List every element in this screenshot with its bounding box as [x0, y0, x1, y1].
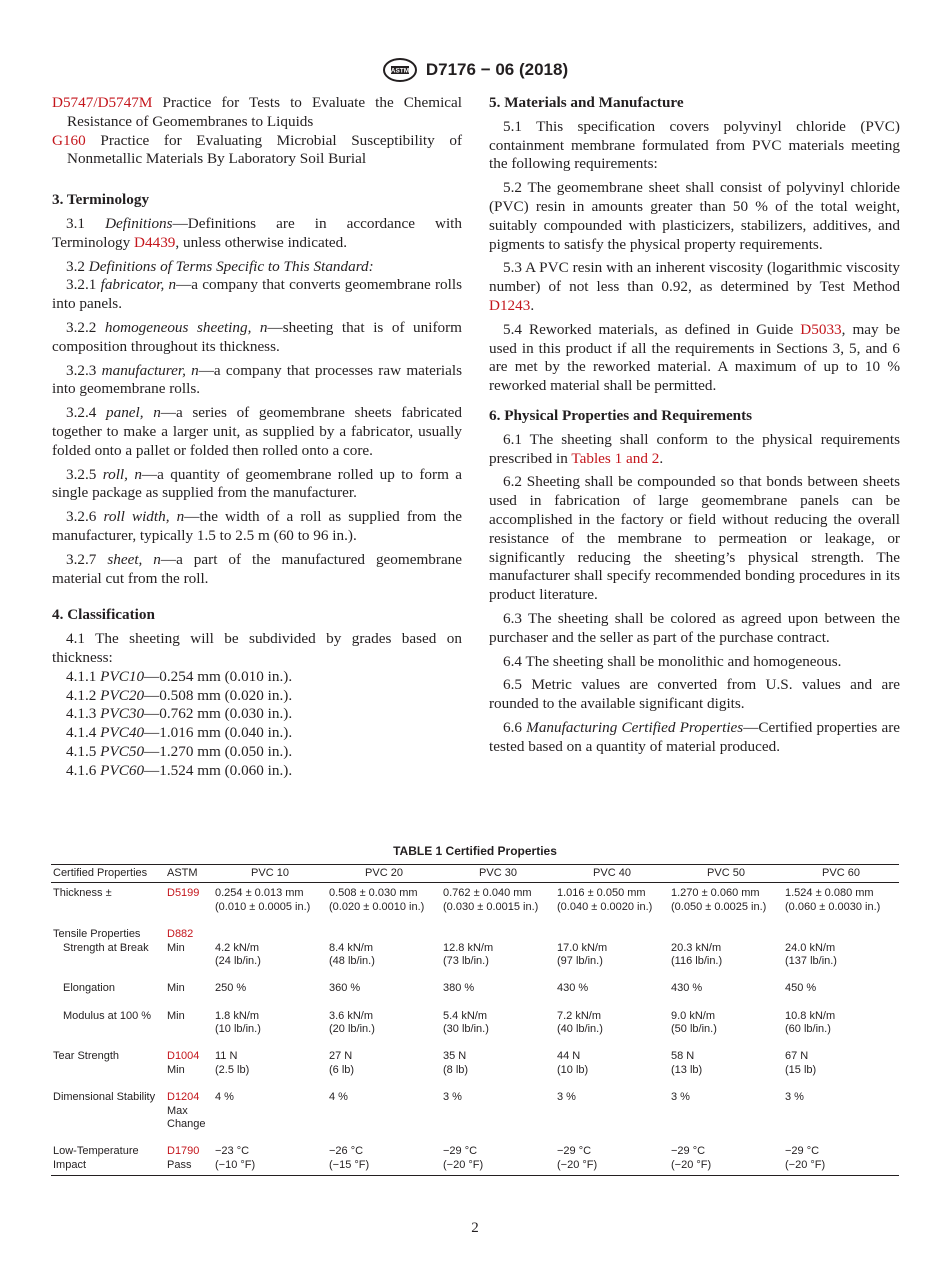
paragraph-4-1: 4.1 The sheeting will be subdivided by grades based on thickness:: [52, 630, 462, 666]
grade-item: 4.1.6 PVC60—1.524 mm (0.060 in.).: [66, 761, 293, 779]
reference-link[interactable]: G160: [52, 131, 86, 149]
certified-properties-table: [51, 864, 899, 1176]
section-heading: 6. Physical Properties and Requirements: [489, 406, 753, 424]
column-header: PVC 20: [327, 864, 441, 883]
table-title: TABLE 1 Certified Properties: [393, 844, 557, 858]
paragraph-6-3: 6.3 The sheeting shall be colored as agreed upon between the purchaser and the seller as part of the purchase contract.: [489, 609, 900, 646]
left-column: [52, 94, 462, 781]
grade-item: 4.1.1 PVC10—0.254 mm (0.010 in.).: [66, 667, 293, 685]
definition-item: 3.2.4 panel, n—a series of geomembrane sheets fabricated together to make a larger unit, as supplied by a fabricator, usually folded onto a pallet or folded then rolled onto a core.: [52, 404, 462, 459]
definition-item: 3.2.7 sheet, n—a part of the manufactured geomembrane material cut from the roll.: [52, 550, 462, 587]
table-row-tear: Tear Strength D1004 Min 11 N (2.5 lb) 27 N (6 lb) 35 N (8 lb) 44 N (10 lb) 58 N (13 lb) 67 N (15 lb): [53, 1050, 817, 1076]
astm-logo-icon: [382, 58, 418, 82]
reference-item: G160 Practice for Evaluating Microbial Susceptibility of Nonmetallic Materials By Laboratory Soil Burial: [52, 131, 463, 168]
column-header: PVC 30: [441, 864, 555, 883]
reference-item: D5747/D5747M Practice for Tests to Evaluate the Chemical Resistance of Geomembranes to Liquids: [52, 94, 462, 130]
paragraph-6-4: 6.4 The sheeting shall be monolithic and homogeneous.: [503, 652, 842, 670]
grade-item: 4.1.2 PVC20—0.508 mm (0.020 in.).: [66, 686, 293, 704]
paragraph-3-2: 3.2 Definitions of Terms Specific to This Standard:: [66, 257, 374, 275]
definition-item: 3.2.5 roll, n—a quantity of geomembrane rolled up to form a single package as supplied from the manufacturer.: [52, 465, 463, 502]
definition-item: 3.2.1 fabricator, n—a company that converts geomembrane rolls into panels.: [52, 276, 462, 313]
paragraph-5-4: 5.4 Reworked materials, as defined in Guide D5033, may be used in this product if all the requirements in Sections 3, 5, and 6 are met by the reworked material. A maximum of up to 10 % reworked material shall be permitted.: [489, 320, 901, 395]
section-heading: 3. Terminology: [52, 191, 150, 209]
definition-item: 3.2.3 manufacturer, n—a company that processes raw materials into geomembrane rolls.: [52, 361, 462, 398]
section-heading: 4. Classification: [52, 606, 155, 624]
astm-link[interactable]: D1790: [167, 1145, 200, 1158]
table-row-modulus: Modulus at 100 % Min 1.8 kN/m (10 lb/in.) 3.6 kN/m (20 lb/in.) 5.4 kN/m (30 lb/in.) 7.2 kN/m (40 lb/in.) 9.0 kN/m (50 lb/in.) 10.8 kN/m (60 lb/in.): [63, 1009, 836, 1036]
table-1: [51, 845, 899, 1176]
column-header: Certified Properties: [51, 864, 165, 883]
paragraph-3-1: 3.1 Definitions—Definitions are in accordance with Terminology D4439, unless otherwise indicated.: [52, 214, 462, 251]
reference-link[interactable]: D5033: [800, 320, 842, 338]
astm-link[interactable]: D1204: [167, 1091, 200, 1104]
page-number: 2: [471, 1220, 479, 1236]
paragraph-5-3: 5.3 A PVC resin with an inherent viscosity (logarithmic viscosity number) of not less than 0.92, as determined by Test Method D1243.: [489, 259, 900, 314]
column-header: PVC 50: [669, 864, 783, 883]
document-designation: D7176 − 06 (2018): [425, 60, 569, 79]
section-heading: 5. Materials and Manufacture: [489, 94, 684, 111]
page-header: [0, 58, 950, 87]
reference-link[interactable]: D4439: [134, 233, 176, 251]
astm-link[interactable]: D5199: [167, 887, 200, 900]
column-header: PVC 10: [213, 864, 327, 883]
table-row-tensile: Tensile Properties D882: [51, 928, 899, 942]
svg-text:ASTM: ASTM: [390, 67, 410, 75]
column-header: PVC 40: [555, 864, 669, 883]
definition-item: 3.2.2 homogeneous sheeting, n—sheeting that is of uniform composition throughout its thickness.: [52, 318, 462, 355]
reference-link[interactable]: D5747/D5747M: [52, 94, 153, 111]
tables-link[interactable]: Tables 1 and 2: [571, 449, 660, 467]
astm-link[interactable]: D882: [167, 927, 194, 940]
table-row-elongation: Elongation Min 250 % 360 % 380 % 430 % 430 % 450 %: [63, 982, 817, 995]
grade-item: 4.1.4 PVC40—1.016 mm (0.040 in.).: [66, 724, 293, 742]
right-column: [489, 94, 900, 757]
paragraph-5-1: 5.1 This specification covers polyvinyl chloride (PVC) containment membrane formulated from PVC materials meeting the following requirements:: [489, 117, 900, 173]
paragraph-6-5: 6.5 Metric values are converted from U.S. values and are rounded to the available significant digits.: [489, 676, 900, 713]
astm-link[interactable]: D1004: [167, 1050, 200, 1063]
table-row-strength: Strength at Break Min 4.2 kN/m (24 lb/in.) 8.4 kN/m (48 lb/in.) 12.8 kN/m (73 lb/in.) 17.0 kN/m (97 lb/in.) 20.3 kN/m (116 lb/in.) 24.0 kN/m (137 lb/in.): [63, 941, 837, 968]
paragraph-6-1: 6.1 The sheeting shall conform to the physical requirements prescribed in Tables 1 and 2.: [489, 430, 900, 467]
grade-item: 4.1.5 PVC50—1.270 mm (0.050 in.).: [66, 742, 293, 760]
table-row-thickness: Thickness ± D5199 0.254 ± 0.013 mm (0.010 ± 0.0005 in.) 0.508 ± 0.030 mm (0.020 ± 0.0010 in.) 0.762 ± 0.040 mm (0.030 ± 0.0015 in.) 1.016 ± 0.050 mm (0.040 ± 0.0020 in.) 1.270 ± 0.060 mm (0.050 ± 0.0025 in.) 1.524 ± 0.080 mm (0.060 ± 0.0030 in.): [51, 883, 899, 915]
paragraph-5-2: 5.2 The geomembrane sheet shall consist of polyvinyl chloride (PVC) resin in amounts greater than 50 % of the total weight, suitably compounded with plasticizers, stabilizers, additives, and pigments to satisfy the physical property requirements.: [489, 179, 900, 253]
table-header-row: [51, 864, 899, 883]
column-header: ASTM: [165, 864, 213, 883]
column-header: PVC 60: [783, 864, 899, 883]
paragraph-6-6: 6.6 Manufacturing Certified Properties—Certified properties are tested based on a quantity of material produced.: [489, 718, 900, 755]
table-row-lowtemp: Low-Temperature Impact D1790 Pass −23 °C (−10 °F) −26 °C (−15 °F) −29 °C (−20 °F) −29 °C (−20 °F) −29 °C (−20 °F) −29 °C (−20 °F): [51, 1145, 899, 1175]
paragraph-6-2: 6.2 Sheeting shall be compounded so that bonds between sheets used in fabrication of large geomembrane panels can be accomplished in the factory or field without reducing the overall resistance of the membrane to permeation or leakage, or significantly reducing the sheeting’s physical strength. The manufacturer shall specify recommended bonding procedures in its product literature.: [489, 473, 900, 604]
reference-link[interactable]: D1243: [489, 296, 531, 314]
table-row-dimensional: Dimensional Stability D1204 Max Change 4 % 4 % 3 % 3 % 3 % 3 %: [53, 1091, 804, 1131]
grade-item: 4.1.3 PVC30—0.762 mm (0.030 in.).: [66, 705, 293, 723]
definition-item: 3.2.6 roll width, n—the width of a roll as supplied from the manufacturer, typically 1.5 to 2.5 m (60 to 96 in.).: [52, 508, 463, 544]
